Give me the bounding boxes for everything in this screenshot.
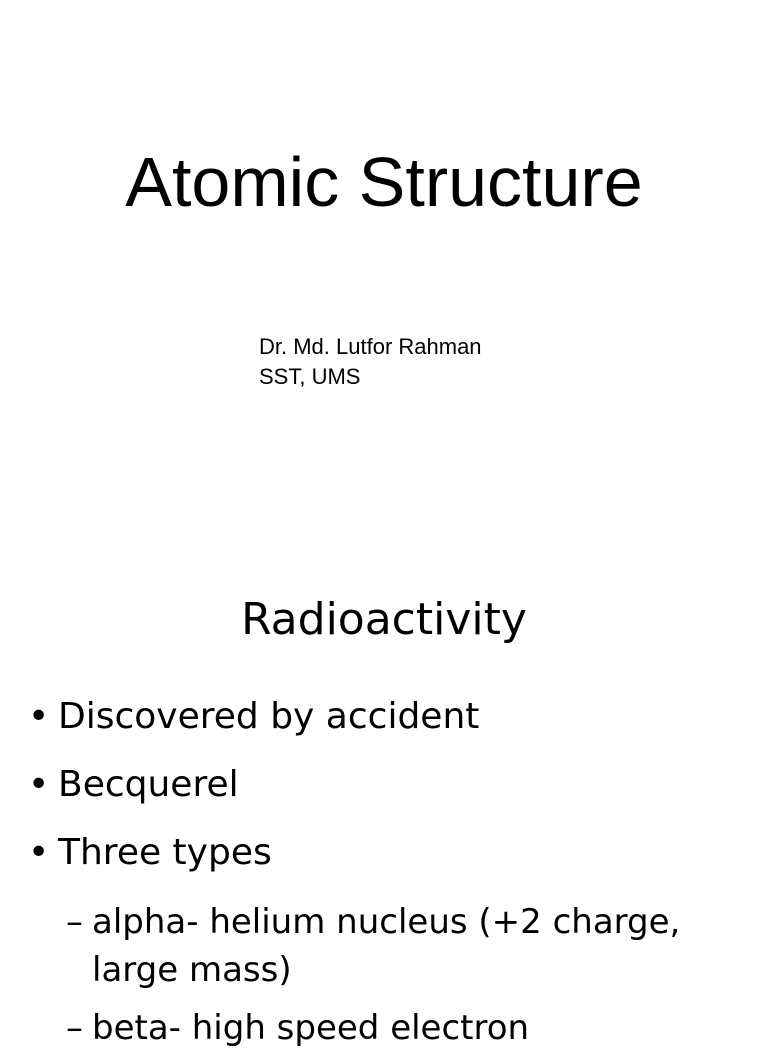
bullet-dot-icon: •	[28, 696, 50, 737]
author-name: Dr. Md. Lutfor Rahman	[259, 334, 482, 359]
content-slide	[0, 576, 768, 1048]
bullet-item	[0, 828, 768, 896]
slide-title: Radioactivity	[241, 594, 527, 645]
bullet-text: Three types	[58, 832, 272, 873]
bullet-item	[0, 760, 768, 828]
bullet-dot-icon: •	[28, 764, 50, 805]
author-affiliation: SST, UMS	[259, 364, 361, 389]
dash-icon: –	[66, 902, 83, 942]
slide-subtitle	[259, 332, 482, 392]
dash-icon: –	[66, 1008, 83, 1048]
bullet-list	[0, 692, 768, 1052]
bullet-text: Discovered by accident	[58, 696, 480, 737]
sub-bullet-item	[0, 1004, 768, 1052]
sub-bullet-text: alpha- helium nucleus (+2 charge, large mass)	[92, 902, 681, 990]
bullet-dot-icon: •	[28, 832, 50, 873]
bullet-item	[0, 692, 768, 760]
sub-bullet-item	[0, 898, 768, 994]
bullet-text: Becquerel	[58, 764, 239, 805]
slide-title: Atomic Structure	[125, 143, 643, 221]
sub-bullet-text: beta- high speed electron	[92, 1008, 530, 1048]
